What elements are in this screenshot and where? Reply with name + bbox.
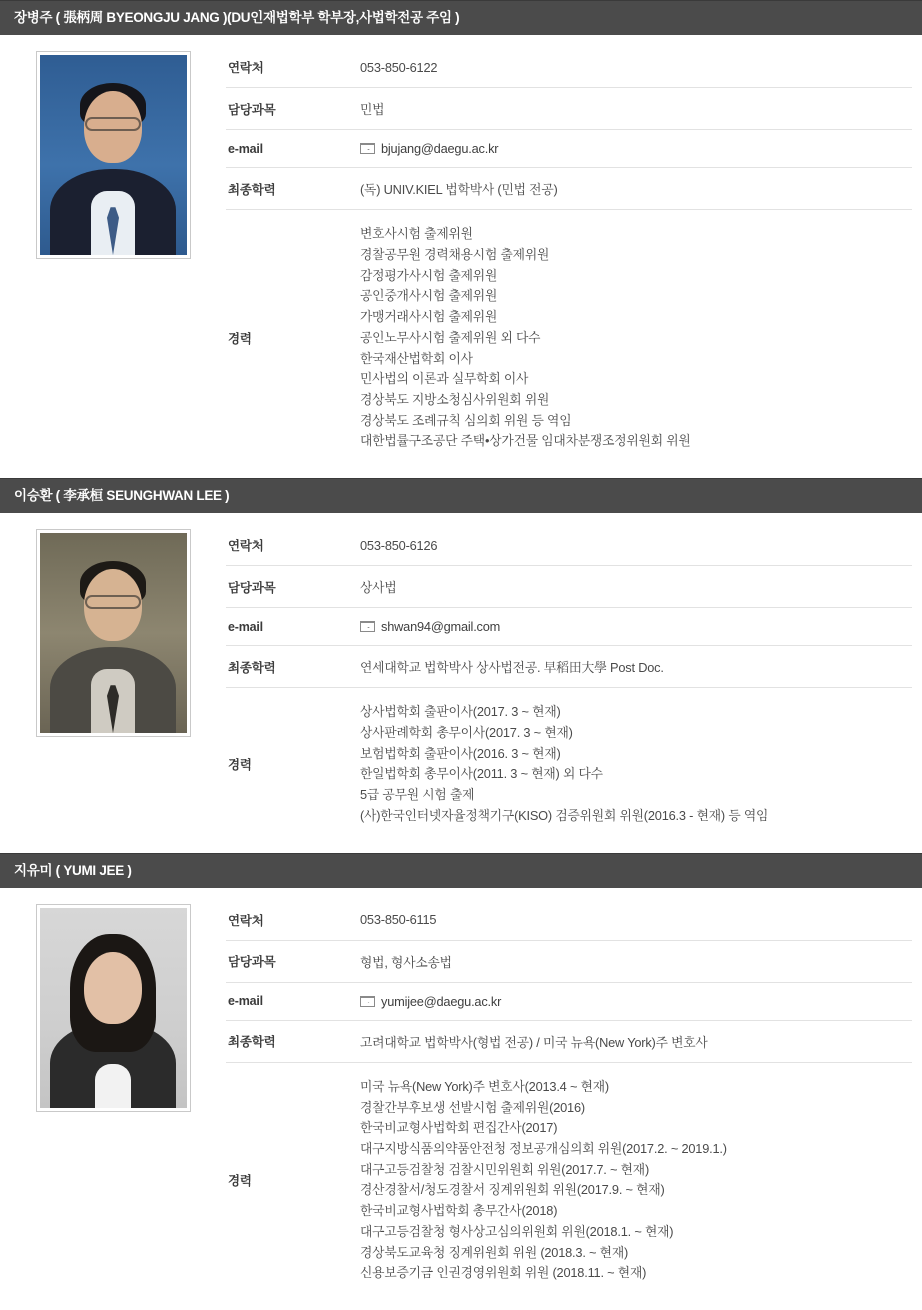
career-line: 한일법학회 총무이사(2011. 3 ~ 현재) 외 다수 [360, 766, 603, 782]
career-line: 경상북도교육청 징계위원회 위원 (2018.3. ~ 현재) [360, 1244, 629, 1260]
photo-column [0, 47, 226, 259]
career-line: 5급 공무원 시험 출제 [360, 787, 475, 803]
label-phone: 연락처 [228, 61, 264, 76]
photo-frame [36, 51, 191, 259]
label-phone: 연락처 [228, 539, 264, 554]
value-email-cell [360, 130, 912, 168]
label-course: 담당과목 [228, 580, 276, 595]
label-course: 담당과목 [228, 955, 276, 970]
career-line: 상사법학회 출판이사(2017. 3 ~ 현재) [360, 704, 561, 720]
career-line: 한국비교형사법학회 편집간사(2017) [360, 1120, 558, 1136]
table-row [226, 168, 912, 210]
professor-name-header: 이승환 ( 李承桓 SEUNGHWAN LEE ) [0, 478, 922, 513]
label-education: 최종학력 [228, 1035, 276, 1050]
value-education: 연세대학교 법학박사 상사법전공. 早稻田大學 Post Doc. [360, 660, 664, 676]
career-line: 대한법률구조공단 주택•상가건물 임대차분쟁조정위원회 위원 [360, 433, 691, 449]
professor-name-header: 장병주 ( 張柄周 BYEONGJU JANG )(DU인재법학부 학부장,사법학전공 주임 ) [0, 0, 922, 35]
table-row [226, 1020, 912, 1062]
email-link[interactable]: shwan94@gmail.com [381, 619, 501, 635]
value-phone: 053-850-6126 [360, 537, 438, 553]
professor-photo [40, 55, 187, 255]
career-line: 보험법학회 출판이사(2016. 3 ~ 현재) [360, 745, 561, 761]
mail-icon [360, 621, 375, 632]
value-career [360, 688, 912, 841]
value-phone: 053-850-6115 [360, 912, 437, 928]
label-course: 담당과목 [228, 102, 276, 117]
professor-block [0, 478, 922, 845]
mail-icon [360, 143, 375, 154]
table-row-career [226, 688, 912, 841]
table-row [226, 47, 912, 88]
professor-info-table [226, 900, 912, 1298]
label-email: e-mail [228, 994, 263, 1009]
photo-frame [36, 904, 191, 1112]
career-line: 신용보증기금 인권경영위원회 위원 (2018.11. ~ 현재) [360, 1265, 647, 1281]
table-row [226, 940, 912, 982]
table-row [226, 646, 912, 688]
career-line: 경상북도 지방소청심사위원회 위원 [360, 391, 550, 407]
table-row [226, 900, 912, 941]
career-line: 경찰간부후보생 선발시험 출제위원(2016) [360, 1099, 585, 1115]
career-line: (사)한국인터넷자율정책기구(KISO) 검증위원회 위원(2016.3 - 현재) 등 역임 [360, 807, 769, 823]
professor-photo [40, 908, 187, 1108]
email-link[interactable]: yumijee@daegu.ac.kr [381, 993, 502, 1009]
value-course: 민법 [360, 102, 385, 118]
value-education: (독) UNIV.KIEL 법학박사 (민법 전공) [360, 182, 558, 198]
career-line: 경찰공무원 경력채용시험 출제위원 [360, 246, 550, 262]
photo-column [0, 900, 226, 1112]
career-line: 경상북도 조례규칙 심의회 위원 등 역임 [360, 412, 572, 428]
value-phone: 053-850-6122 [360, 59, 438, 75]
photo-column [0, 525, 226, 737]
table-row [226, 608, 912, 646]
career-line: 가맹거래사시험 출제위원 [360, 309, 498, 325]
career-line: 한국비교형사법학회 총무간사(2018) [360, 1203, 558, 1219]
value-email-cell [360, 982, 912, 1020]
career-line: 감정평가사시험 출제위원 [360, 267, 498, 283]
label-career: 경력 [228, 332, 252, 347]
value-email-cell [360, 608, 912, 646]
table-row [226, 130, 912, 168]
info-column [226, 900, 922, 1298]
career-line: 경산경찰서/청도경찰서 징계위원회 위원(2017.9. ~ 현재) [360, 1182, 665, 1198]
career-list-1 [360, 702, 908, 826]
career-line: 공인노무사시험 출제위원 외 다수 [360, 329, 541, 345]
label-career: 경력 [228, 1174, 252, 1189]
table-row-career [226, 1062, 912, 1298]
career-line: 대구고등검찰청 형사상고심의위원회 위원(2018.1. ~ 현재) [360, 1223, 674, 1239]
career-list-1 [360, 224, 908, 348]
value-career [360, 210, 912, 466]
label-education: 최종학력 [228, 660, 276, 675]
career-line: 대구고등검찰청 검찰시민위원회 위원(2017.7. ~ 현재) [360, 1161, 650, 1177]
value-career [360, 1062, 912, 1298]
label-email: e-mail [228, 619, 263, 634]
table-row-career [226, 210, 912, 466]
career-line: 한국재산법학회 이사 [360, 350, 473, 366]
professor-body [0, 513, 922, 844]
info-column [226, 47, 922, 466]
table-row [226, 525, 912, 566]
label-email: e-mail [228, 141, 263, 156]
table-row [226, 982, 912, 1020]
professor-block [0, 0, 922, 470]
table-row [226, 88, 912, 130]
career-line: 변호사시험 출제위원 [360, 226, 473, 242]
professor-name-header: 지유미 ( YUMI JEE ) [0, 853, 922, 888]
label-education: 최종학력 [228, 182, 276, 197]
professor-info-table [226, 525, 912, 840]
career-line: 민사법의 이론과 실무학회 이사 [360, 371, 529, 387]
career-line: 미국 뉴욕(New York)주 변호사(2013.4 ~ 현재) [360, 1078, 609, 1094]
professor-photo [40, 533, 187, 733]
photo-frame [36, 529, 191, 737]
professor-block [0, 853, 922, 1302]
professor-body [0, 35, 922, 470]
info-column [226, 525, 922, 840]
professor-body [0, 888, 922, 1302]
career-list-1 [360, 1077, 908, 1284]
table-row [226, 566, 912, 608]
career-list-2 [360, 349, 908, 453]
value-course: 상사법 [360, 580, 397, 596]
label-career: 경력 [228, 758, 252, 773]
label-phone: 연락처 [228, 913, 264, 928]
career-line: 대구지방식품의약품안전청 정보공개심의회 위원(2017.2. ~ 2019.1.) [360, 1140, 727, 1156]
email-link[interactable]: bjujang@daegu.ac.kr [381, 141, 499, 157]
career-line: 상사판례학회 총무이사(2017. 3 ~ 현재) [360, 725, 573, 740]
professor-info-table [226, 47, 912, 466]
mail-icon [360, 996, 375, 1007]
value-course: 형법, 형사소송법 [360, 954, 452, 970]
value-education: 고려대학교 법학박사(형법 전공) / 미국 뉴욕(New York)주 변호사 [360, 1034, 708, 1050]
career-line: 공인중개사시험 출제위원 [360, 288, 498, 304]
